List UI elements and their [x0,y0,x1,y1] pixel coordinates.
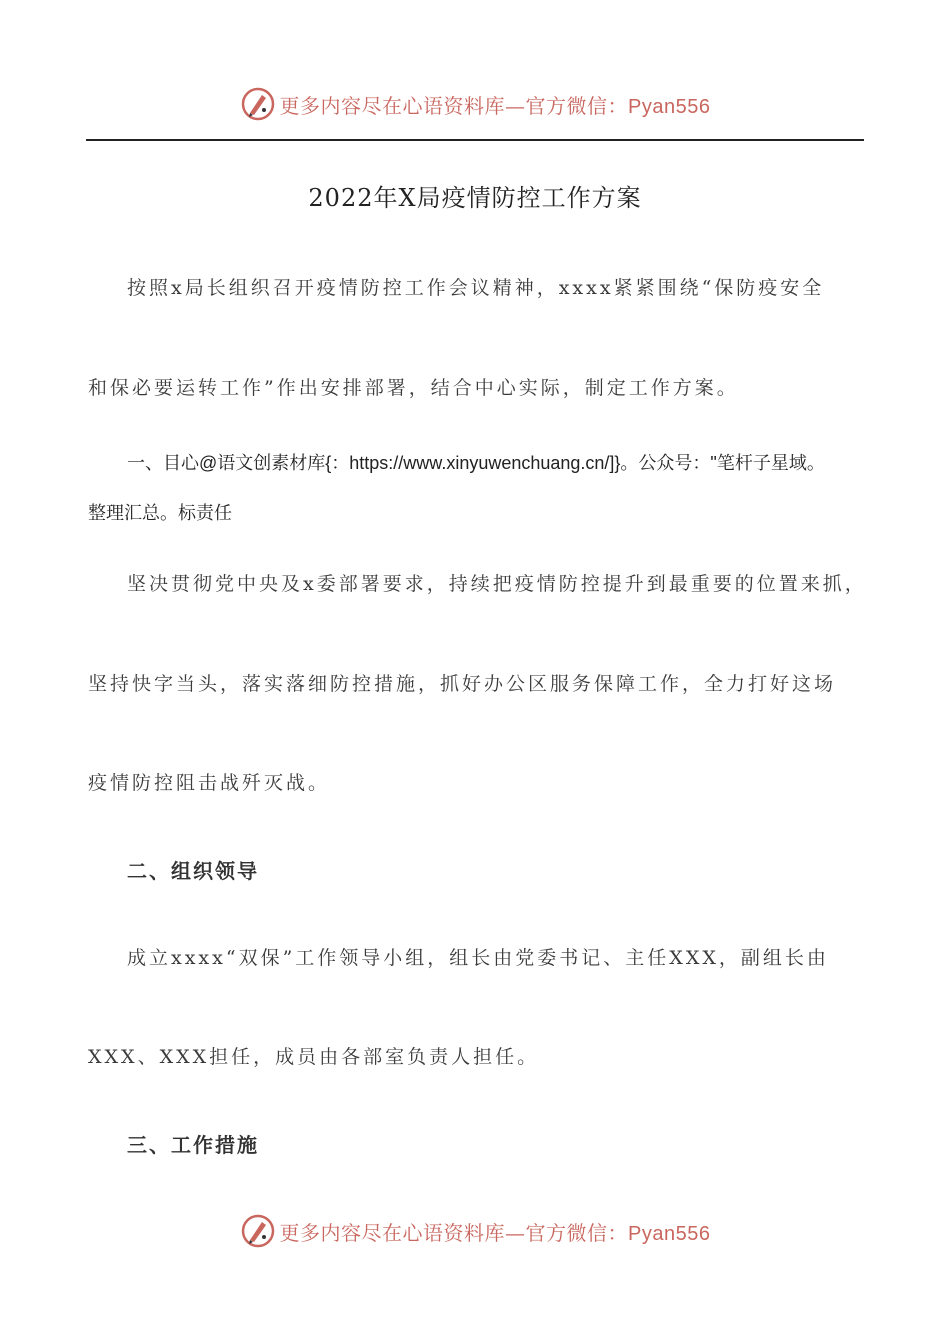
document-title: 2022年X局疫情防控工作方案 [308,184,642,212]
banner-text [280,1217,711,1246]
banner-dash: — [505,1220,526,1245]
paragraph-line: 成立xxxx“双保”工作领导小组，组长由党委书记、主任XXX，副组长由 [127,947,829,969]
paragraph-line: 和保必要运转工作”作出安排部署，结合中心实际，制定工作方案。 [88,377,739,399]
header-banner [0,82,950,126]
banner-official-label: 官方微信： [525,1220,629,1245]
footer-banner [0,1209,950,1253]
banner-text [280,90,711,119]
paragraph-line: 坚决贯彻党中央及x委部署要求，持续把疫情防控提升到最重要的位置来抓， [127,573,867,595]
banner-dash: — [505,93,526,118]
section-heading: 三、工作措施 [127,1133,259,1157]
banner-site-name: 更多内容尽在心语资料库 [279,1220,506,1245]
banner-wechat-id: Pyan556 [628,95,711,118]
banner-wechat-id: Pyan556 [628,1222,711,1245]
banner-official-label: 官方微信： [525,93,629,118]
banner-site-name: 更多内容尽在心语资料库 [279,93,506,118]
paragraph-line: 坚持快字当头，落实落细防控措施，抓好办公区服务保障工作，全力打好这场 [88,673,837,695]
pen-logo-icon [240,86,276,122]
header-divider [86,139,864,141]
paragraph-line: 整理汇总。标责任 [88,503,232,523]
paragraph-line: XXX、XXX担任，成员由各部室负责人担任。 [88,1046,540,1068]
paragraph-line: 疫情防控阻击战歼灭战。 [88,772,331,794]
paragraph-line: 一、目心@语文创素材库{：https://www.xinyuwenchuang.cn/]}。公众号："笔杆子星域。 [127,453,825,473]
section-heading: 二、组织领导 [127,859,259,883]
pen-logo-icon [240,1213,276,1249]
paragraph-line: 按照x局长组织召开疫情防控工作会议精神，xxxx紧紧围绕“保防疫安全 [127,277,825,299]
